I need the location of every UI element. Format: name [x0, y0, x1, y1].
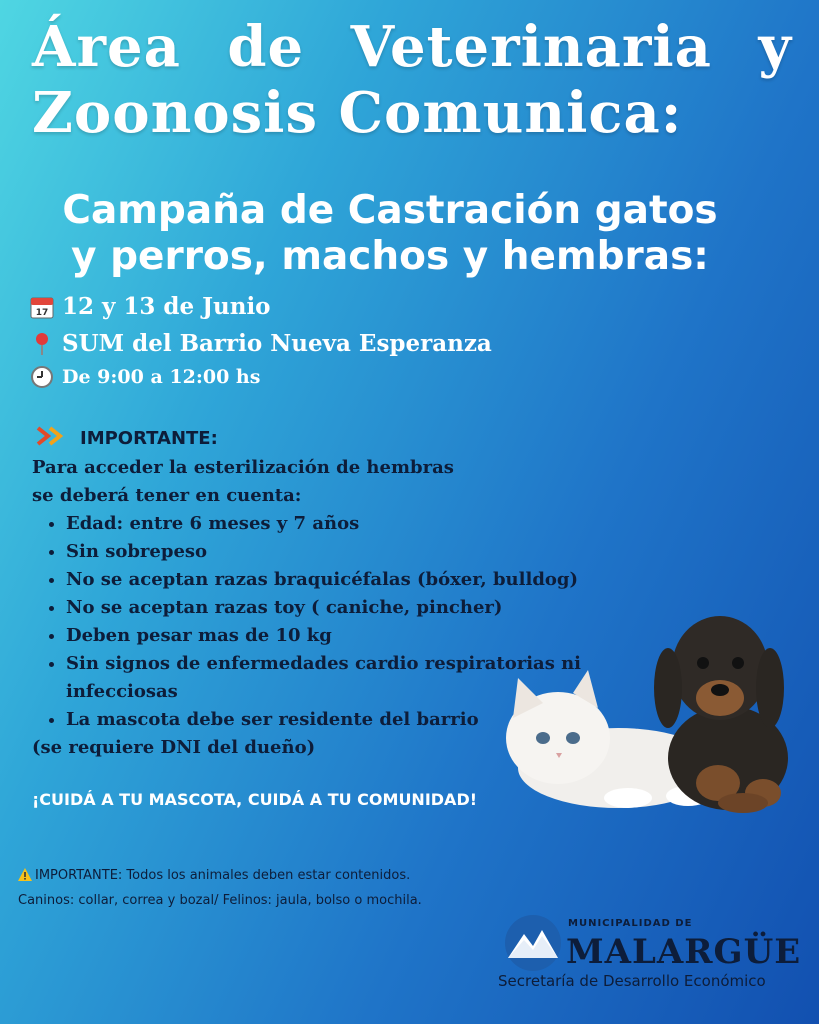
logo-big-text: MALARGÜE: [566, 932, 802, 972]
intro-line-1: Para acceder la esterilización de hembras: [32, 457, 454, 478]
slogan: ¡CUIDÁ A TU MASCOTA, CUIDÁ A TU COMUNIDAD!: [32, 790, 478, 809]
title-word: de: [227, 14, 305, 80]
title-word: Área: [32, 14, 181, 80]
double-chevron-icon: [36, 426, 72, 451]
list-item: • La mascota debe ser residente del barrio: [66, 706, 632, 734]
list-item: • Sin sobrepeso: [66, 538, 632, 566]
pets-illustration: [488, 608, 819, 818]
list-item: • No se aceptan razas braquicéfalas (bóxer, bulldog): [66, 566, 632, 594]
list-item: • Deben pesar mas de 10 kg: [66, 622, 632, 650]
list-item: • Edad: entre 6 meses y 7 años: [66, 510, 632, 538]
main-title: [32, 14, 792, 146]
subtitle-line-2: y perros, machos y hembras:: [71, 234, 709, 279]
time-text: De 9:00 a 12:00 hs: [62, 366, 261, 388]
logo-small-text: MUNICIPALIDAD DE: [568, 918, 693, 929]
pin-icon: [30, 332, 54, 356]
note-line-2: Caninos: collar, correa y bozal/ Felinos: jaula, bolso o mochila.: [18, 893, 422, 908]
intro-line-2: se deberá tener en cuenta:: [32, 485, 302, 506]
dni-note: (se requiere DNI del dueño): [32, 737, 316, 758]
list-item: • No se aceptan razas toy ( caniche, pincher): [66, 594, 632, 622]
place-text: SUM del Barrio Nueva Esperanza: [62, 330, 492, 357]
list-item: • Sin signos de enfermedades cardio respiratorias ni infecciosas: [66, 650, 626, 706]
subtitle-line-1: Campaña de Castración gatos: [62, 188, 718, 233]
containment-note: [18, 864, 578, 912]
clock-icon: [30, 365, 54, 389]
important-label: IMPORTANTE:: [80, 428, 218, 449]
logo-secretaria-text: Secretaría de Desarrollo Económico: [498, 972, 766, 990]
municipal-logo: [498, 910, 802, 1000]
note-line-1: IMPORTANTE: Todos los animales deben estar contenidos.: [35, 868, 411, 883]
date-text: 12 y 13 de Junio: [62, 293, 271, 320]
calendar-icon: [30, 295, 54, 319]
subtitle: [30, 188, 750, 280]
title-word: y: [758, 14, 792, 80]
title-word: Veterinaria: [350, 14, 712, 80]
date-row: [30, 293, 271, 320]
important-heading: [36, 426, 218, 451]
svg-text:17: 17: [35, 307, 49, 318]
warning-icon: [18, 866, 32, 889]
time-row: [30, 365, 260, 389]
mountain-logo-icon: [504, 914, 562, 972]
title-line-2: Zoonosis Comunica:: [32, 80, 683, 146]
place-row: [30, 330, 492, 357]
